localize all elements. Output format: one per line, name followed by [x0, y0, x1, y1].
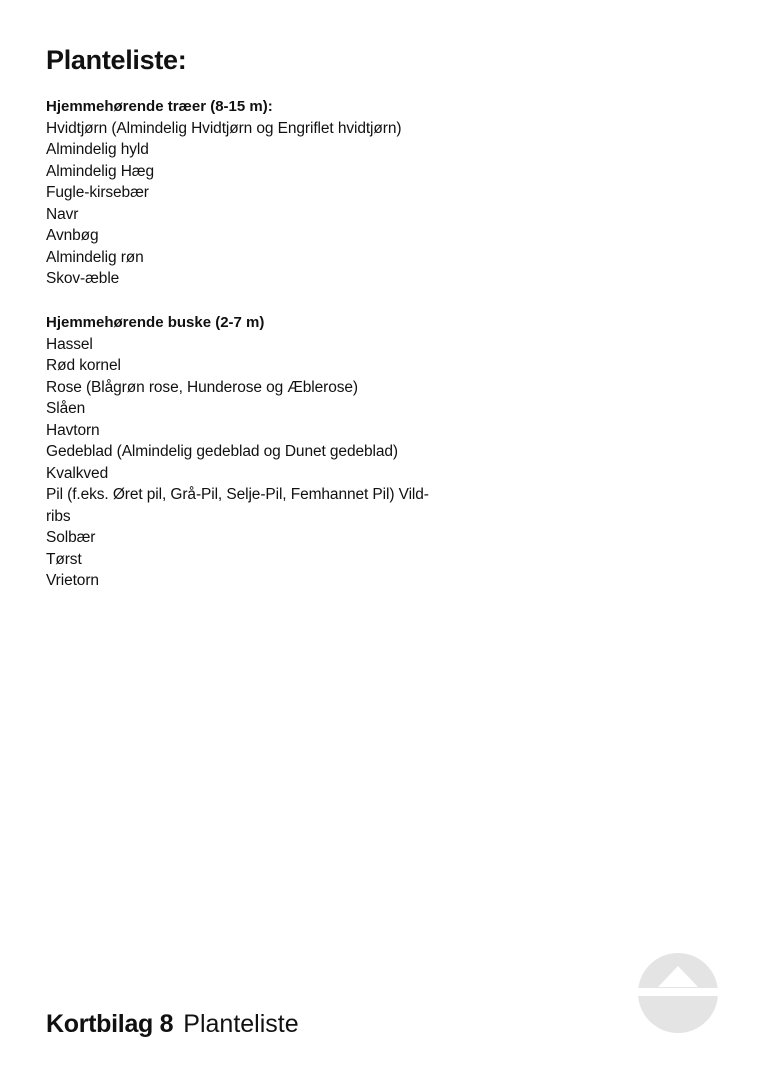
list-item: Pil (f.eks. Øret pil, Grå-Pil, Selje-Pil, Femhannet Pil) Vild-	[46, 486, 429, 503]
list-item: Hassel	[46, 335, 93, 353]
list-item: Tørst	[46, 550, 82, 568]
plant-list-trees	[46, 118, 401, 290]
footer	[46, 1006, 299, 1042]
list-item: Skov-æble	[46, 270, 120, 287]
footer-title: Planteliste	[183, 1010, 299, 1038]
list-item: ribs	[46, 507, 71, 525]
list-item: Almindelig røn	[46, 248, 144, 266]
section-heading-shrubs: Hjemmehørende buske (2-7 m)	[46, 314, 265, 331]
list-item: Rød kornel	[46, 357, 121, 374]
list-item: Almindelig hyld	[46, 141, 149, 158]
list-item: Havtorn	[46, 421, 100, 439]
plant-list-shrubs	[46, 334, 429, 592]
list-item: Solbær	[46, 529, 96, 546]
list-item: Almindelig Hæg	[46, 162, 155, 180]
list-item: Vrietorn	[46, 572, 99, 589]
section-native-shrubs	[46, 312, 429, 592]
list-item: Fugle-kirsebær	[46, 184, 149, 201]
list-item: Gedeblad (Almindelig gedeblad og Dunet gedeblad)	[46, 443, 398, 460]
circle-triangle-logo-icon	[638, 953, 718, 1033]
footer-label: Kortbilag 8	[46, 1010, 174, 1038]
list-item: Slåen	[46, 400, 86, 417]
list-item: Hvidtjørn (Almindelig Hvidtjørn og Engriflet hvidtjørn)	[46, 119, 402, 137]
section-heading-trees: Hjemmehørende træer (8-15 m):	[46, 98, 273, 115]
list-item: Avnbøg	[46, 227, 99, 244]
page-title: Planteliste:	[46, 45, 187, 75]
list-item: Navr	[46, 205, 79, 223]
list-item: Kvalkved	[46, 464, 109, 482]
list-item: Rose (Blågrøn rose, Hunderose og Æblerose)	[46, 378, 358, 396]
section-native-trees	[46, 96, 401, 290]
